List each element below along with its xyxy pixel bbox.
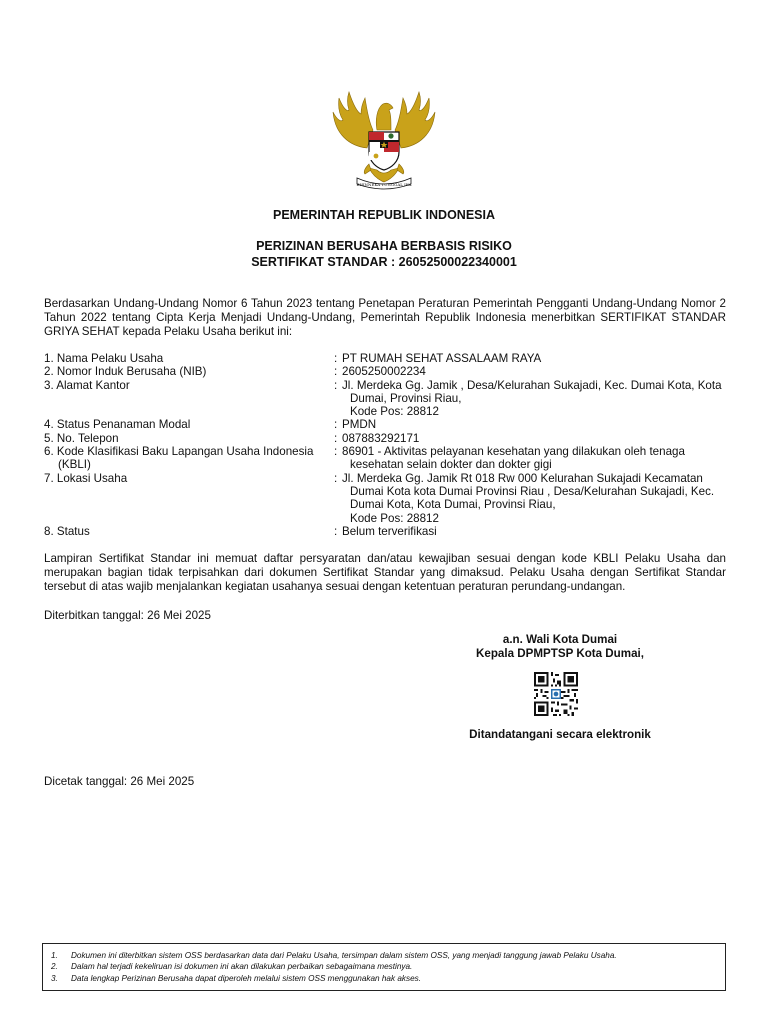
detail-label: 7. Lokasi Usaha [44,471,128,485]
detail-value: 2605250002234 [342,365,426,379]
detail-row-business-location [44,472,734,525]
detail-separator: : [334,365,338,379]
detail-value: 86901 - Aktivitas pelayanan kesehatan yang dilakukan oleh tenaga kesehatan selain dokter dan dokter gigi [342,445,685,472]
detail-row-investment-status [44,418,734,431]
signatory-on-behalf: a.n. Wali Kota Dumai [502,633,618,646]
issued-date: Diterbitkan tanggal: 26 Mei 2025 [44,609,211,622]
detail-value: PMDN [342,418,377,432]
footnotes-box [42,943,726,991]
detail-value: PT RUMAH SEHAT ASSALAAM RAYA [342,352,542,365]
footnote-number: 1. [51,951,58,960]
detail-label: 2. Nomor Induk Berusaha (NIB) [44,365,207,379]
detail-postal-code: Kode Pos: 28812 [350,405,439,419]
footnote-number: 2. [51,962,58,972]
detail-label: 4. Status Penanaman Modal [44,418,191,432]
detail-row-nib [44,365,734,378]
certificate-number: SERTIFIKAT STANDAR : 26052500022340001 [251,255,517,269]
detail-row-office-address [44,379,734,419]
qr-code-icon [534,672,578,716]
detail-value: 087883292171 [342,431,420,445]
detail-value: Jl. Merdeka Gg. Jamik , Desa/Kelurahan Sukajadi, Kec. Dumai Kota, Kota Dumai, Provinsi Riau, [342,378,722,405]
footnote-text: Dalam hal terjadi kekeliruan isi dokumen ini akan dilakukan perbaikan sebagaimana mestinya. [71,962,413,972]
detail-value: Belum terverifikasi [342,524,437,538]
document-title: PERIZINAN BERUSAHA BERBASIS RISIKO [256,239,512,253]
printed-date: Dicetak tanggal: 26 Mei 2025 [44,775,195,788]
detail-value-block [342,379,734,419]
detail-separator: : [334,445,338,459]
emblem-motto: BHINNEKA TUNGGAL IKA [356,182,412,187]
detail-label: 1. Nama Pelaku Usaha [44,352,164,365]
detail-postal-code: Kode Pos: 28812 [350,511,439,525]
detail-separator: : [334,418,338,432]
government-heading: PEMERINTAH REPUBLIK INDONESIA [272,208,495,222]
detail-separator: : [334,378,338,392]
footnote-item [51,961,717,972]
footnote-item [51,973,717,984]
detail-separator: : [334,352,338,365]
detail-row-kbli [44,445,734,472]
detail-value: Jl. Merdeka Gg. Jamik Rt 018 Rw 000 Kelurahan Sukajadi Kecamatan Dumai Kota kota Dumai Provinsi Riau , Desa/Kelurahan Sukajadi, Kec. Dumai Kota, Kota Dumai, Provinsi Riau, [342,471,715,512]
signatory-title: Kepala DPMPTSP Kota Dumai, [476,647,644,660]
detail-row-name [44,352,734,365]
footnote-number: 3. [51,973,58,983]
detail-separator: : [334,471,338,485]
detail-label: 3. Alamat Kantor [44,378,130,392]
detail-label: 5. No. Telepon [44,431,119,445]
detail-row-phone [44,432,734,445]
detail-separator: : [334,431,338,445]
detail-label: 8. Status [44,524,90,538]
detail-row-status [44,525,734,538]
business-details [44,352,734,538]
attachment-note: Lampiran Sertifikat Standar ini memuat daftar persyaratan dan/atau kewajiban sesuai dengan kode KBLI Pelaku Usaha dan merupakan bagian tidak terpisahkan dari dokumen Sertifikat Standar yang dimaksud. Pelaku Usaha dengan Sertifikat Standar tersebut di atas wajib menjalankan kegiatan usahanya sesuai dengan ketentuan peraturan perundang-undangan. [44,552,726,594]
electronic-signature-note: Ditandatangani secara elektronik [469,728,651,741]
footnote-text: Dokumen ini diterbitkan sistem OSS berdasarkan data dari Pelaku Usaha, tersimpan dalam sistem OSS, yang menjadi tanggung jawab Pelaku Usaha. [71,951,617,960]
detail-label: 6. Kode Klasifikasi Baku Lapangan Usaha Indonesia (KBLI) [44,445,314,472]
garuda-pancasila-emblem [329,90,439,194]
intro-paragraph: Berdasarkan Undang-Undang Nomor 6 Tahun 2023 tentang Penetapan Peraturan Pemerintah Pengganti Undang-Undang Nomor 2 Tahun 2022 tentang Cipta Kerja Menjadi Undang-Undang, Pemerintah Republik Indonesia menerbitkan SERTIFIKAT STANDAR GRIYA SEHAT kepada Pelaku Usaha berikut ini: [44,297,726,339]
footnote-text: Data lengkap Perizinan Berusaha dapat diperoleh melalui sistem OSS menggunakan hak akses. [71,973,421,983]
footnote-item [51,950,717,961]
detail-separator: : [334,524,338,538]
detail-value-block [342,472,734,525]
